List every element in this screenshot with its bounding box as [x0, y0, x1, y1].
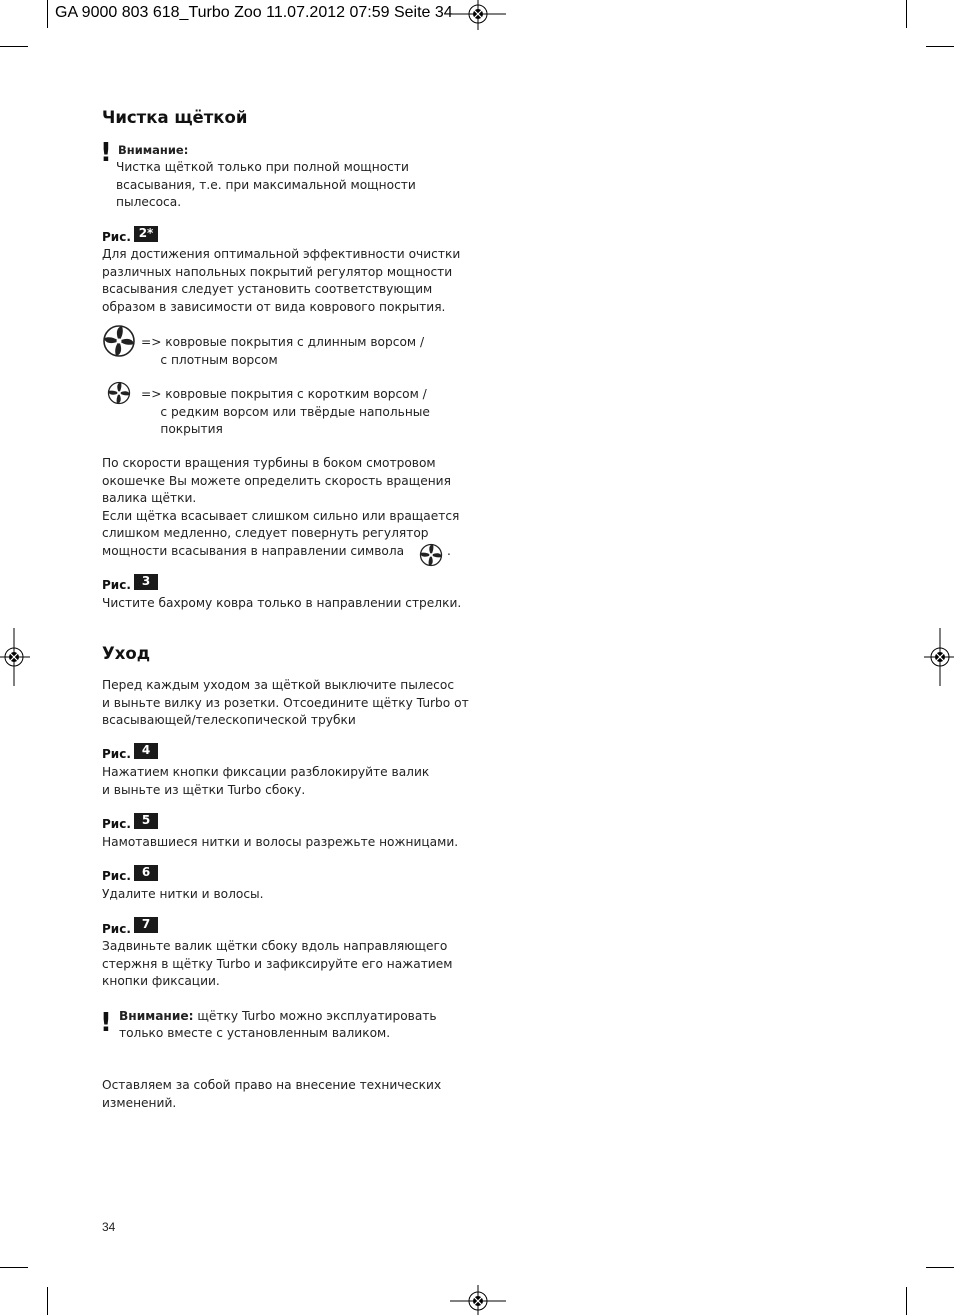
paragraph: Намотавшиеся нитки и волосы разрежьте ножницами.: [102, 835, 459, 849]
figure-label: Рис.: [102, 922, 131, 936]
paragraph: Для достижения оптимальной эффективности очистки различных напольных покрытий регулятор мощности всасывания следует установить соответствующим образом в зависимости от вида коврового покрытия.: [102, 247, 461, 314]
sentence-end: .: [447, 544, 451, 558]
section-title-care: Уход: [102, 644, 151, 663]
turbine-low-power-icon: [419, 543, 443, 567]
paragraph: Чистите бахрому ковра только в направлении стрелки.: [102, 596, 462, 610]
figure-label: Рис.: [102, 747, 131, 761]
paragraph: По скорости вращения турбины в боком смотровом окошечке Вы можете определить скорость вращения валика щётки. Если щётка всасывает слишком сильно или вращается слишком медленно, следует повернуть регулятор мощности всасывания в направлении символа: [102, 456, 460, 558]
figure-number-badge: 3: [134, 574, 158, 590]
crop-mark: [906, 1287, 907, 1315]
paragraph: Нажатием кнопки фиксации разблокируйте валик и выньте из щётки Turbo сбоку.: [102, 765, 430, 797]
page-number: 34: [102, 1220, 116, 1234]
turbine-high-power-icon: [102, 324, 136, 358]
figure-number-badge: 6: [134, 865, 158, 881]
paragraph: Задвиньте валик щётки сбоку вдоль направляющего стержня в щётку Turbo и зафиксируйте его нажатием кнопки фиксации.: [102, 939, 453, 988]
section-title-brush-cleaning: Чистка щёткой: [102, 108, 248, 127]
crop-mark: [926, 46, 954, 47]
paragraph: Перед каждым уходом за щёткой выключите пылесос и выньте вилку из розетки. Отсоедините щётку Turbo от всасывающей/телескопической трубки: [102, 678, 469, 727]
warning-icon: !: [100, 138, 112, 168]
figure-label: Рис.: [102, 230, 131, 244]
crop-mark: [926, 1267, 954, 1268]
warning-text: Чистка щёткой только при полной мощности всасывания, т.е. при максимальной мощности пылесоса.: [116, 160, 416, 209]
crop-mark: [47, 0, 48, 28]
crop-mark: [0, 46, 28, 47]
warning-text: только вместе с установленным валиком.: [119, 1026, 391, 1040]
suction-low-description: => ковровые покрытия с коротким ворсом / с редким ворсом или твёрдые напольные покрытия: [141, 387, 430, 436]
crop-mark: [0, 1267, 28, 1268]
warning-label: Внимание:: [118, 143, 189, 157]
figure-number-badge: 2*: [134, 226, 158, 242]
print-slug: GA 9000 803 618_Turbo Zoo 11.07.2012 07:59 Seite 34: [55, 4, 453, 21]
figure-label: Рис.: [102, 869, 131, 883]
crop-mark: [906, 0, 907, 28]
registration-mark-icon: [0, 628, 30, 686]
warning-icon: !: [100, 1008, 112, 1038]
turbine-low-power-icon: [107, 381, 131, 405]
warning-line: [119, 1008, 437, 1026]
figure-number-badge: 7: [134, 917, 158, 933]
registration-mark-icon: [450, 0, 506, 30]
registration-mark-icon: [924, 628, 954, 686]
warning-label: Внимание:: [119, 1009, 194, 1023]
paragraph: Удалите нитки и волосы.: [102, 887, 264, 901]
crop-mark: [47, 1287, 48, 1315]
warning-text: щётку Turbo можно эксплуатировать: [193, 1009, 437, 1023]
suction-high-description: => ковровые покрытия с длинным ворсом / с плотным ворсом: [141, 335, 425, 367]
figure-number-badge: 4: [134, 743, 158, 759]
figure-label: Рис.: [102, 817, 131, 831]
figure-label: Рис.: [102, 578, 131, 592]
disclaimer: Оставляем за собой право на внесение технических изменений.: [102, 1078, 442, 1110]
registration-mark-icon: [450, 1285, 506, 1315]
figure-number-badge: 5: [134, 813, 158, 829]
